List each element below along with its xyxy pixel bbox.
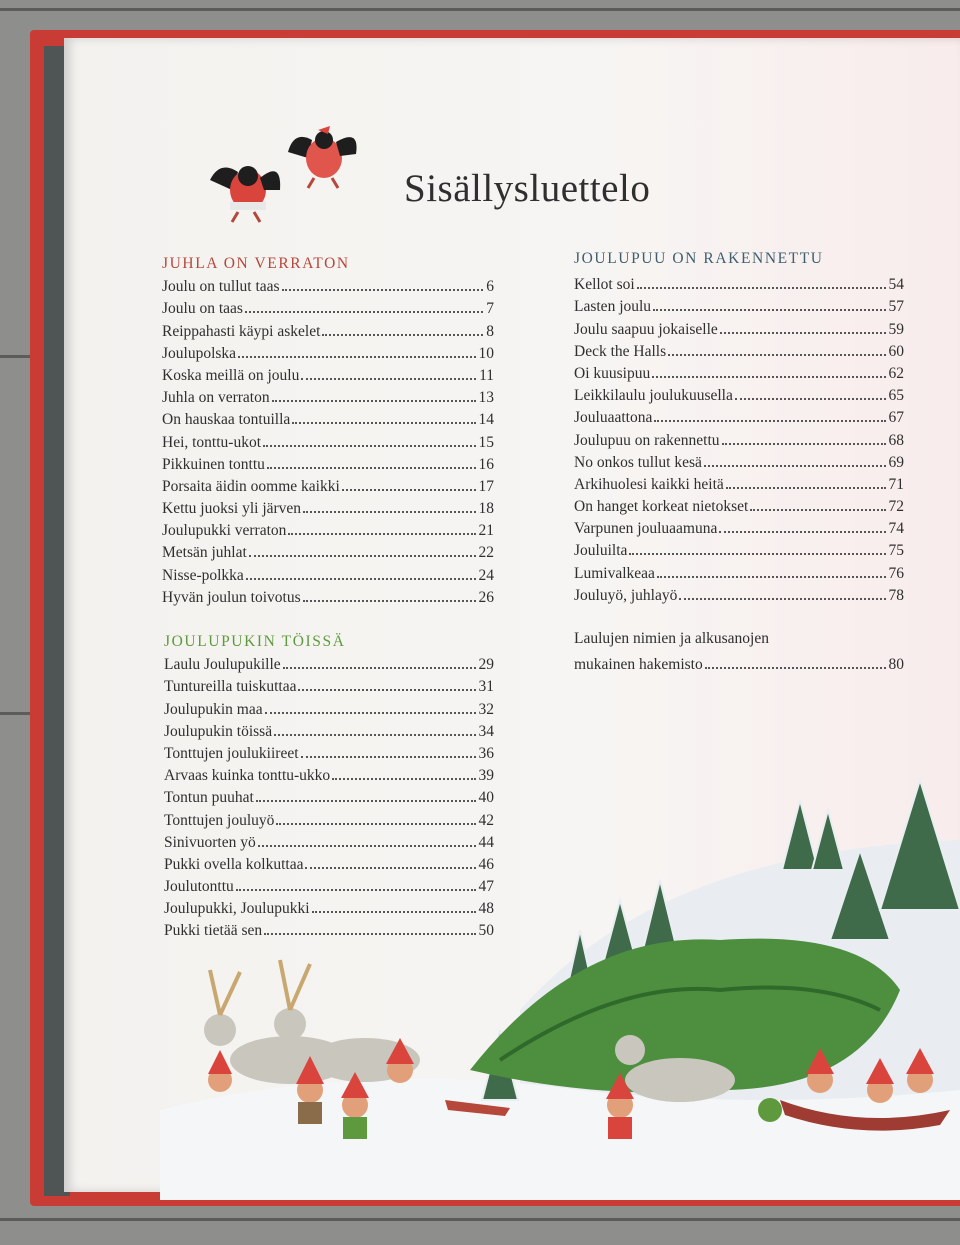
toc-item-page: 67 [888, 409, 904, 427]
leader-dots [668, 354, 885, 356]
toc-item[interactable] [574, 450, 904, 472]
toc-item[interactable] [164, 674, 494, 696]
leader-dots [301, 378, 476, 380]
toc-item-page: 26 [478, 588, 494, 606]
toc-item-title: Jouluilta [574, 542, 628, 560]
toc-item-title: Porsaita äidin oomme kaikki [162, 477, 340, 495]
toc-item[interactable] [162, 407, 494, 429]
toc-item-title: Nisse-polkka [162, 566, 244, 584]
wood-plank [0, 8, 960, 11]
toc-item[interactable] [162, 363, 494, 385]
toc-item-title: Lasten joulu [574, 298, 652, 316]
toc-item-page: 10 [478, 344, 494, 362]
leader-dots [292, 422, 475, 424]
toc-item-title: Tontun puuhat [164, 789, 254, 807]
toc-item-page: 69 [888, 453, 904, 471]
leader-dots [750, 509, 885, 511]
toc-item-page: 17 [478, 477, 494, 495]
toc-item-title: Koska meillä on joulu [162, 366, 300, 384]
section-title-joulupukin-toissa: JOULUPUKIN TÖISSÄ [164, 633, 346, 650]
leader-dots [629, 553, 885, 555]
toc-item-title: Deck the Halls [574, 342, 667, 360]
toc-item[interactable] [574, 294, 904, 316]
toc-item-page: 36 [478, 744, 494, 762]
leader-dots [238, 356, 475, 358]
toc-item-title: Joulupukki verraton [162, 522, 287, 540]
toc-item-page: 39 [478, 767, 494, 785]
toc-item-title: Jouluyö, juhlayö [574, 586, 678, 604]
toc-item-page: 44 [478, 833, 494, 851]
toc-item[interactable] [162, 518, 494, 540]
index-entry-title: mukainen hakemisto [574, 656, 703, 674]
leader-dots [283, 667, 476, 669]
leader-dots [704, 465, 886, 467]
toc-item[interactable] [162, 318, 494, 340]
section-title-joulupuu-on-rakennettu: JOULUPUU ON RAKENNETTU [574, 250, 824, 267]
leader-dots [722, 443, 886, 445]
toc-item-page: 15 [478, 433, 494, 451]
toc-item-title: Arvaas kuinka tonttu-ukko [164, 767, 331, 785]
toc-item-page: 50 [478, 922, 494, 940]
toc-item[interactable] [162, 341, 494, 363]
toc-item-page: 18 [478, 500, 494, 518]
toc-item-page: 46 [478, 855, 494, 873]
toc-item-page: 74 [888, 520, 904, 538]
toc-item-page: 54 [888, 276, 904, 294]
toc-item-page: 59 [888, 320, 904, 338]
toc-item[interactable] [164, 696, 494, 718]
toc-item-title: Joulupukki, Joulupukki [164, 900, 310, 918]
toc-item-title: Joulupukin maa [164, 700, 263, 718]
index-entry-page: 80 [888, 656, 904, 674]
toc-item-page: 68 [888, 431, 904, 449]
leader-dots [274, 734, 475, 736]
leader-dots [653, 309, 885, 311]
toc-item-page: 48 [478, 900, 494, 918]
toc-item-page: 16 [478, 455, 494, 473]
toc-item-title: Joulu saapuu jokaiselle [574, 320, 718, 338]
toc-item-title: Hyvän joulun toivotus [162, 588, 301, 606]
leader-dots [637, 287, 886, 289]
toc-item-page: 11 [479, 366, 494, 384]
leader-dots [652, 376, 885, 378]
toc-item-page: 13 [478, 389, 494, 407]
toc-item-page: 24 [478, 566, 494, 584]
toc-item-title: Joulu on tullut taas [162, 278, 280, 296]
leader-dots [282, 289, 484, 291]
toc-item[interactable] [162, 296, 494, 318]
toc-item-page: 22 [478, 544, 494, 562]
toc-item-page: 57 [888, 298, 904, 316]
leader-dots [679, 598, 885, 600]
toc-item-page: 34 [478, 722, 494, 740]
toc-item-page: 65 [888, 387, 904, 405]
leader-dots [726, 487, 886, 489]
toc-item-title: Reippahasti käypi askelet [162, 322, 321, 340]
index-entry-line1: Laulujen nimien ja alkusanojen [574, 630, 769, 647]
toc-item[interactable] [574, 316, 904, 338]
toc-item-page: 8 [486, 322, 494, 340]
toc-item-title: Joulupolska [162, 344, 237, 362]
toc-item[interactable] [574, 272, 904, 294]
toc-item-title: Tuntureilla tuiskuttaa [164, 678, 297, 696]
leader-dots [322, 334, 483, 336]
toc-item[interactable] [162, 429, 494, 451]
toc-item-title: Oi kuusipuu [574, 364, 651, 382]
toc-item[interactable] [574, 516, 904, 538]
toc-item-title: Leikkilaulu joulukuusella [574, 387, 733, 405]
index-entry[interactable] [574, 630, 904, 674]
toc-item[interactable] [164, 719, 494, 741]
toc-item-title: Hei, tonttu-ukot [162, 433, 262, 451]
toc-item[interactable] [164, 652, 494, 674]
leader-dots [303, 511, 475, 513]
toc-item-title: Joulupukin töissä [164, 722, 273, 740]
toc-item[interactable] [162, 274, 494, 296]
toc-item[interactable] [574, 427, 904, 449]
toc-item-page: 31 [478, 678, 494, 696]
page-title: Sisällysluettelo [404, 167, 651, 210]
toc-item[interactable] [574, 361, 904, 383]
toc-item[interactable] [574, 560, 904, 582]
leader-dots [705, 667, 886, 669]
toc-item[interactable] [574, 405, 904, 427]
toc-item-page: 78 [888, 586, 904, 604]
toc-item[interactable] [574, 494, 904, 516]
toc-list-juhla-on-verraton [162, 274, 494, 607]
leader-dots [263, 445, 475, 447]
leader-dots [245, 311, 483, 313]
leader-dots [288, 533, 475, 535]
toc-item-title: Sinivuorten yö [164, 833, 256, 851]
section-title-juhla-on-verraton: JUHLA ON VERRATON [162, 255, 350, 272]
leader-dots [720, 332, 886, 334]
toc-item-title: No onkos tullut kesä [574, 453, 702, 471]
bullfinch-illustration [200, 120, 370, 230]
leader-dots [657, 576, 886, 578]
toc-item[interactable] [162, 540, 494, 562]
toc-item-title: Juhla on verraton [162, 389, 270, 407]
leader-dots [719, 531, 885, 533]
toc-item-page: 6 [486, 278, 494, 296]
toc-item-title: Kettu juoksi yli järven [162, 500, 302, 518]
toc-item-page: 42 [478, 811, 494, 829]
toc-item-page: 72 [888, 498, 904, 516]
index-entry-line2 [574, 652, 904, 674]
leader-dots [246, 578, 476, 580]
toc-item-page: 21 [478, 522, 494, 540]
toc-item-page: 71 [888, 475, 904, 493]
leader-dots [267, 467, 476, 469]
toc-item-title: Lumivalkeaa [574, 564, 655, 582]
toc-item-title: Metsän juhlat [162, 544, 247, 562]
toc-item-page: 62 [888, 364, 904, 382]
toc-item-page: 60 [888, 342, 904, 360]
toc-item[interactable] [162, 385, 494, 407]
toc-item[interactable] [574, 583, 904, 605]
toc-item-title: Pukki tietää sen [164, 922, 263, 940]
toc-item-title: Joulutonttu [164, 878, 234, 896]
toc-item[interactable] [162, 585, 494, 607]
toc-item-title: Varpunen jouluaamuna [574, 520, 718, 538]
leader-dots [654, 420, 885, 422]
toc-item-title: Laulu Joulupukille [164, 656, 281, 674]
toc-item-title: Arkihuolesi kaikki heitä [574, 475, 724, 493]
leader-dots [249, 555, 476, 557]
toc-item-page: 7 [486, 300, 494, 318]
leader-dots [735, 398, 886, 400]
toc-item-page: 40 [478, 789, 494, 807]
toc-item-page: 32 [478, 700, 494, 718]
toc-item-title: Kellot soi [574, 276, 635, 294]
leader-dots [301, 756, 476, 758]
leader-dots [265, 712, 476, 714]
toc-item-title: Pikkuinen tonttu [162, 455, 265, 473]
toc-item-title: Joulupuu on rakennettu [574, 431, 720, 449]
leader-dots [298, 689, 475, 691]
toc-item-title: On hanget korkeat nietokset [574, 498, 749, 516]
winter-scene-illustration [160, 760, 960, 1200]
toc-item-title: On hauskaa tontuilla [162, 411, 291, 429]
toc-item[interactable] [574, 472, 904, 494]
leader-dots [303, 600, 476, 602]
toc-item-page: 75 [888, 542, 904, 560]
leader-dots [272, 400, 476, 402]
toc-item-title: Jouluaattona [574, 409, 653, 427]
toc-item-title: Tonttujen jouluyö [164, 811, 275, 829]
toc-item-page: 47 [478, 878, 494, 896]
toc-item-title: Pukki ovella kolkuttaa [164, 855, 304, 873]
toc-item[interactable] [574, 339, 904, 361]
leader-dots [342, 489, 476, 491]
toc-item-title: Joulu on taas [162, 300, 243, 318]
toc-item-page: 14 [478, 411, 494, 429]
toc-item-title: Tonttujen joulukiireet [164, 744, 299, 762]
wood-plank [0, 1218, 960, 1221]
toc-item[interactable] [162, 452, 494, 474]
toc-item-page: 29 [478, 656, 494, 674]
toc-item[interactable] [162, 474, 494, 496]
toc-item[interactable] [574, 538, 904, 560]
toc-item[interactable] [162, 562, 494, 584]
toc-item-page: 76 [888, 564, 904, 582]
toc-list-joulupuu-on-rakennettu [574, 272, 904, 605]
toc-item[interactable] [162, 496, 494, 518]
toc-item[interactable] [574, 383, 904, 405]
